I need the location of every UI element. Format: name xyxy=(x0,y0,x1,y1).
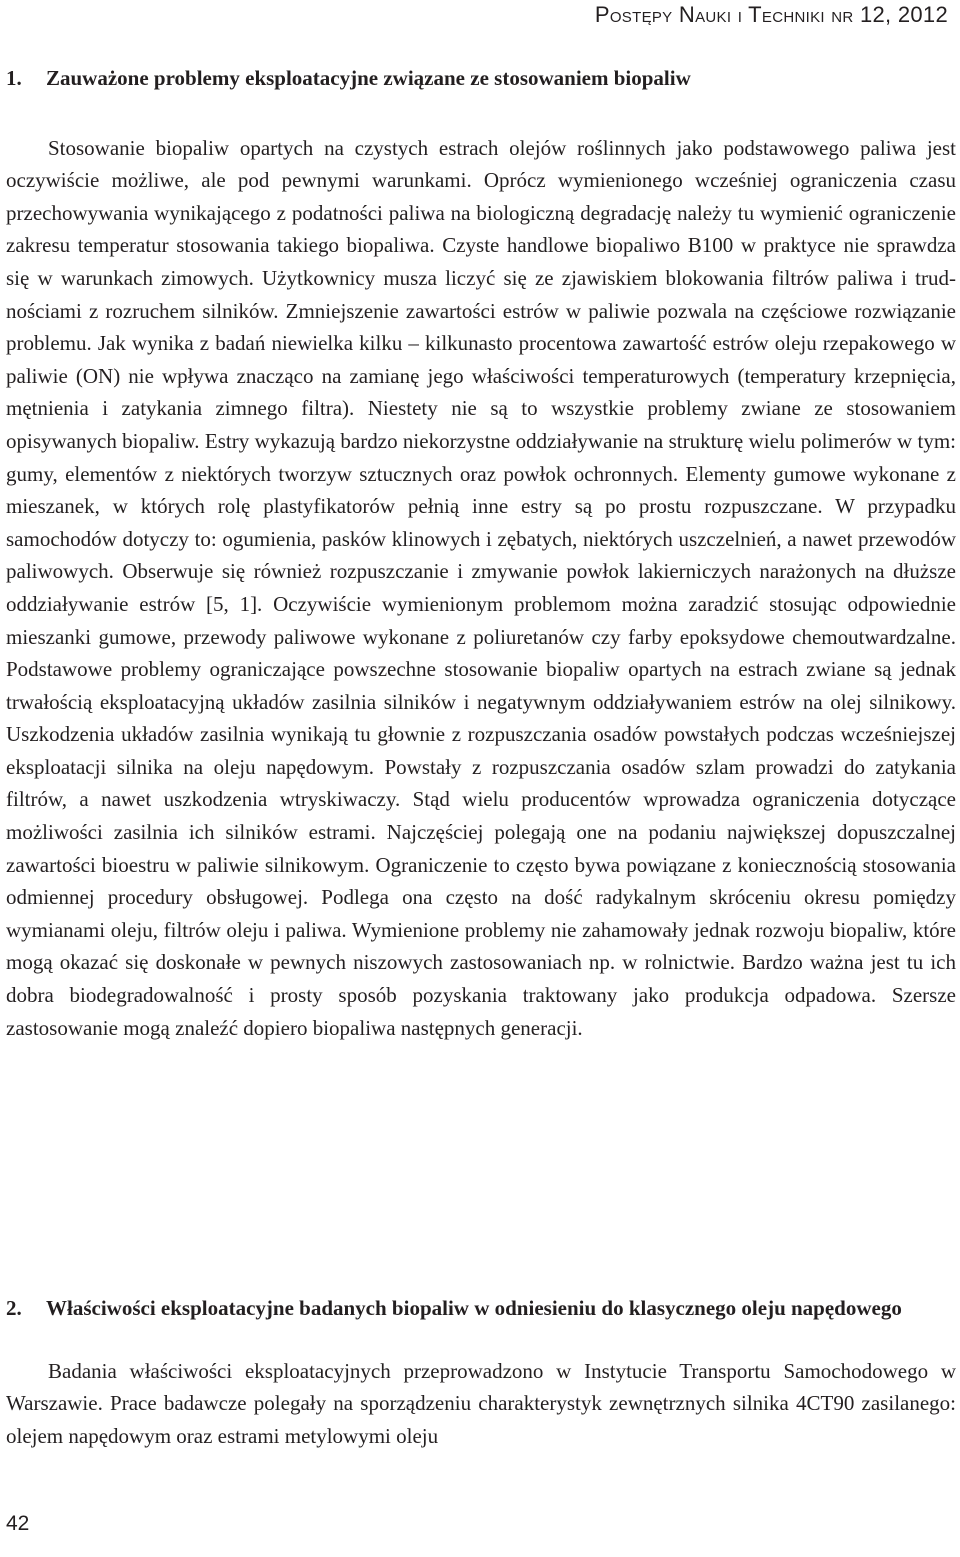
journal-running-header: Postępy Nauki i Techniki nr 12, 2012 xyxy=(594,2,948,27)
section-1-heading xyxy=(6,62,956,95)
section-1-title: Zauważone problemy eksploatacyjne związane ze stosowaniem biopaliw xyxy=(46,66,691,90)
section-2-paragraph: Badania właściwości eksploatacyjnych przeprowadzono w Instytucie Transportu Samochodowego w Warszawie. Prace badawcze polegały na sporządzeniu charakterystyk zewnętrznych silnika 4CT90 zasilanego: olejem napędowym oraz estrami metylowymi oleju xyxy=(6,1358,956,1448)
section-2-heading xyxy=(6,1292,956,1325)
section-1-number: 1. xyxy=(6,66,22,90)
section-2-title: Właściwości eksploatacyjne badanych biopaliw w odniesieniu do klasycznego oleju napędowego xyxy=(46,1296,902,1320)
section-2 xyxy=(6,1292,956,1452)
section-2-number: 2. xyxy=(6,1296,22,1320)
section-1-paragraph: Stosowanie biopaliw opartych na czystych estrach olejów roślinnych jako podstawowego paliwa jest oczywiście możliwe, ale pod pewnymi warunkami. Oprócz wymienionego wcześniej ograniczenia czasu przechowywania wynikającego z podatności paliwa na biologiczną degradację należy tu wymienić ograniczenie zakresu temperatur stosowania takiego biopaliwa. Czyste handlowe biopaliwo B100 w praktyce nie sprawdza się w warunkach zimowych. Użytkownicy musza liczyć się ze zjawiskiem blokowania filtrów paliwa i trudnościami z rozruchem silników. Zmniejszenie zawartości estrów w paliwie pozwala na częściowe rozwiązanie problemu. Jak wynika z badań niewielka kilku – kilkunasto procentowa zawartość estrów oleju rzepakowego w paliwie (ON) nie wpływa znacząco na zamianę jego właściwości temperaturowych (temperatury krzepnięcia, mętnienia i zatykania zimnego filtra). Niestety nie są to wszystkie problemy zwiane ze stosowaniem opisywanych biopaliw. Estry wykazują bardzo niekorzystne oddziaływanie na strukturę wielu polimerów w tym: gumy, elementów z niektórych tworzyw sztucznych oraz powłok ochronnych. Elementy gumowe wykonane z mieszanek, w których rolę plastyfikatorów pełnią inne estry są po prostu rozpuszczane. W przypadku samochodów dotyczy to: ogumienia, pasków klinowych i zębatych, niektórych uszczelnień, a nawet przewodów paliwowych. Obserwuje się również rozpuszczanie i zmywanie powłok lakierniczych narażonych na dłuższe oddziaływanie estrów [5, 1]. Oczywiście wymienionym problemom można zaradzić stosując odpowiednie mieszanki gumowe, przewody paliwowe wykonane z poliuretanów czy farby epoksydowe chemoutwardzalne. Podstawowe problemy ograniczające powszechne stosowanie biopaliw opartych na estrach zwiane są jednak trwałością eksploatacyjną układów zasilnia silników i negatywnym oddziaływaniem estrów na olej silnikowy. Uszkodzenia układów zasilnia wynikają tu głownie z rozpuszczania osadów powstałych podczas wcześniejszej eksploatacji silnika na oleju napędowym. Powstały z rozpuszczania osadów szlam prowadzi do zatykania filtrów, a nawet uszkodzenia wtryskiwaczy. Stąd wielu producentów wprowadza ograniczenia dotyczące możliwości zasilnia ich silników estrami. Najczęściej polegają one na podaniu największej dopuszczalnej zawartości bioestru w paliwie silnikowym. Ograniczenie to często bywa powiązane z koniecznością stosowania odmiennej procedury obsługowej. Podlega ona często na dość radykalnym skróceniu okresu pomiędzy wymianami oleju, filtrów oleju i paliwa. Wymienione problemy nie zahamowały jednak rozwoju biopaliw, które mogą okazać się doskonałe w pewnych niszowych zastosowaniach np. w rolnictwie. Bardzo ważna jest tu ich dobra biodegradowalność i prosty sposób pozyskania traktowany jako produkcja odpadowa. Szersze zastosowanie mogą znaleźć dopiero biopaliwa następnych generacji. xyxy=(6,135,956,1040)
page-body xyxy=(6,62,956,1448)
page-number: 42 xyxy=(6,1512,30,1535)
